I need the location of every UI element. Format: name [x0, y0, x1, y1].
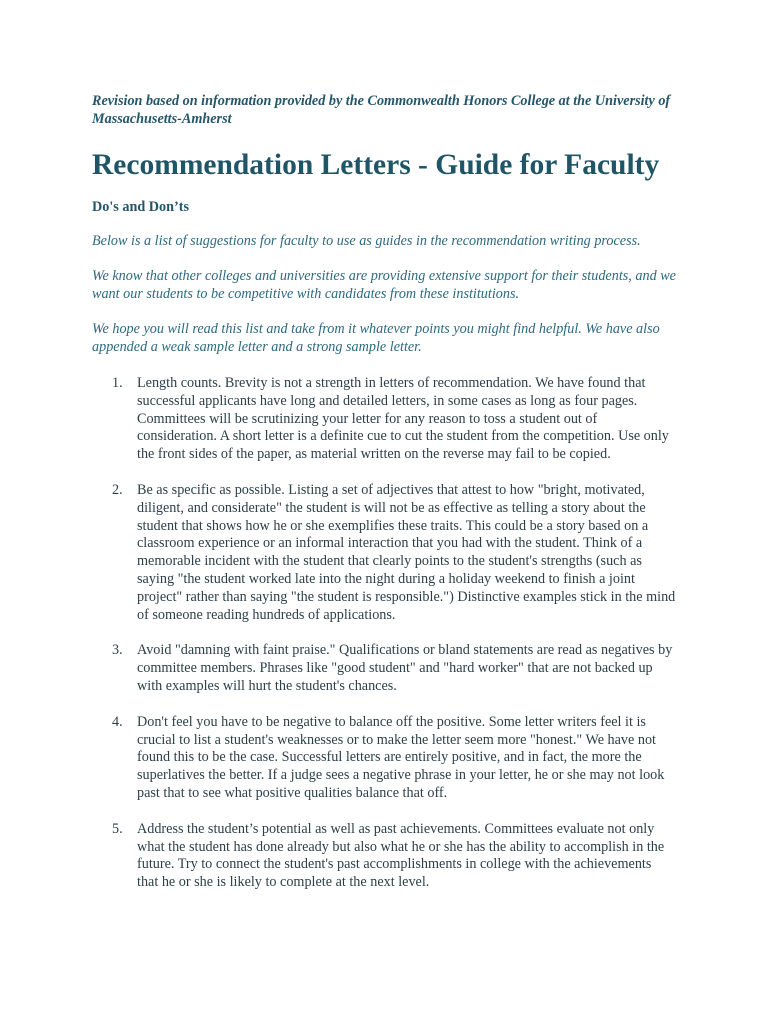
section-heading: Do's and Don’ts [92, 199, 189, 215]
list-item-number: 5. [112, 820, 123, 837]
list-item [92, 821, 676, 892]
list-item-number: 1. [112, 375, 123, 391]
list-item-number: 3. [112, 642, 123, 659]
list-item-text: Avoid "damning with faint praise." Qualifications or bland statements are read as negatives by committee members. Phrases like "good student" and "hard worker" that are not backed up with examples will hurt the student's chances. [137, 642, 673, 694]
list-item-text: Don't feel you have to be negative to balance off the positive. Some letter writers feel it is crucial to list a student's weaknesses or to make the letter seem more "honest." We have not found this to be the case. Successful letters are entirely positive, and in fact, the more the superlatives the better. If a judge sees a negative phrase in your letter, he or she may not look past that to see what positive qualities balance that off. [137, 713, 665, 801]
revision-note: Revision based on information provided by the Commonwealth Honors College at the University of Massachusetts-Amherst [92, 93, 671, 127]
intro-paragraph-1: Below is a list of suggestions for faculty to use as guides in the recommendation writing process. [92, 233, 641, 249]
list-item [92, 642, 676, 695]
page-title: Recommendation Letters - Guide for Faculty [92, 149, 660, 181]
list-item-number: 2. [112, 481, 123, 498]
guidelines-list [92, 375, 676, 892]
intro-paragraph-2: We know that other colleges and universities are providing extensive support for their students, and we want our students to be competitive with candidates from these institutions. [92, 268, 676, 302]
list-item-text: Address the student’s potential as well as past achievements. Committees evaluate not only what the student has done already but also what he or she has the ability to accomplish in the future. Try to connect the student's past accomplishments in college with the achievements that he or she is likely to complete at the next level. [137, 820, 665, 891]
list-item [92, 375, 676, 464]
list-item [92, 714, 676, 803]
list-item-text: Be as specific as possible. Listing a set of adjectives that attest to how "bright, motivated, diligent, and considerate" the student is will not be as effective as telling a story about the student that shows how he or she exemplifies these traits. This could be a story based on a classroom experience or an informal interaction that you had with the student. Think of a memorable incident with the student that clearly points to the student's strengths (such as saying "the student worked late into the night during a holiday weekend to finish a joint project" rather than saying "the student is responsible.") Distinctive examples stick in the mind of someone reading hundreds of applications. [137, 481, 676, 623]
list-item [92, 482, 676, 624]
intro-paragraph-3: We hope you will read this list and take from it whatever points you might find helpful. We have also appended a weak sample letter and a strong sample letter. [92, 321, 660, 355]
list-item-number: 4. [112, 713, 123, 730]
list-item-text: Length counts. Brevity is not a strength in letters of recommendation. We have found that successful applicants have long and detailed letters, in some cases as long as four pages. Committees will be scrutinizing your letter for any reason to toss a student out of consideration. A short letter is a definite cue to cut the student from the competition. Use only the front sides of the paper, as material written on the reverse may fail to be copied. [137, 375, 669, 463]
